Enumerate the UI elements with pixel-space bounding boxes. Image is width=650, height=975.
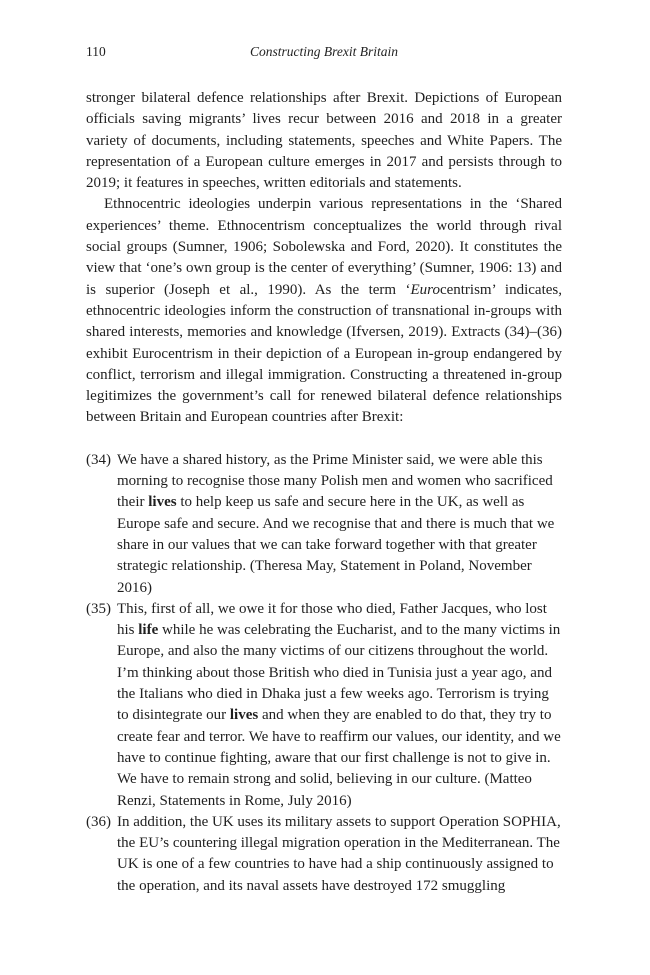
text-segment: and when they are enabled to do that, they try to create fear and terror. We have to reaffirm our values, our identity, and we have to continue fighting, aware that our first challenge is not to give in. We have to remain strong and solid, believing in our culture. (Matteo Renzi, Statements in Rome, July 2016) xyxy=(117,707,561,809)
text-segment: stronger bilateral defence relationships after Brexit. Depictions of European officials saving migrants’ lives recur between 2016 and 2018 in a greater variety of documents, including statements, speeches and White Papers. The representation of a European culture emerges in 2017 and persists through to 2019; it features in speeches, written editorials and statements. xyxy=(86,90,562,192)
bold-term: lives xyxy=(229,707,259,724)
text-segment: to help keep us safe and secure here in the UK, as well as Europe safe and secure. And we recognise that and there is much that we share in our values that we can take forward together with that greater strategic relationship. (Theresa May, Statement in Poland, November 2016) xyxy=(117,494,555,596)
text-segment: In addition, the UK uses its military assets to support Operation SOPHIA, the EU’s countering illegal migration operation in the Mediterranean. The UK is one of a few countries to have had a ship continuously assigned to the operation, and its naval assets have destroyed 172 smuggling xyxy=(117,813,561,894)
page-number: 110 xyxy=(86,44,106,59)
extract-list xyxy=(86,450,562,897)
running-title: Constructing Brexit Britain xyxy=(250,44,398,59)
text-segment: centrism’ indicates, ethnocentric ideologies inform the construction of transnational in-groups with shared interests, memories and knowledge (Ifversen, 2019). Extracts (34)–(36) exhibit Eurocentrism in their depiction of a European in-group endangered by conflict, terrorism and illegal immigration. Constructing a threatened in-group legitimizes the government’s call for renewed bilateral defence relationships between Britain and European countries after Brexit: xyxy=(86,281,562,426)
extract-number: (36) xyxy=(86,813,111,830)
page-body xyxy=(86,88,562,897)
bold-term: lives xyxy=(148,494,177,511)
italic-term: Euro xyxy=(410,281,440,298)
body-paragraph xyxy=(86,88,562,194)
text-segment: We have a shared history, as the Prime Minister said, we were able this morning to recognise those many Polish men and women who sacrificed their xyxy=(117,451,553,511)
extract-35 xyxy=(86,599,562,812)
body-paragraph xyxy=(86,194,562,428)
extract-36 xyxy=(86,812,562,897)
text-segment: This, first of all, we owe it for those who died, Father Jacques, who lost his xyxy=(117,600,547,639)
running-header xyxy=(86,44,562,64)
extract-number: (34) xyxy=(86,451,111,468)
extract-number: (35) xyxy=(86,600,111,617)
text-segment: Ethnocentric ideologies underpin various representations in the ‘Shared experiences’ theme. Ethnocentrism conceptualizes the world through rival social groups (Sumner, 1906; Sobolewska and Ford, 2020). It constitutes the view that ‘one’s own group is the center of everything’ (Sumner, 1906: 13) and is superior (Joseph et al., 1990). As the term ‘ xyxy=(86,196,562,298)
extract-34 xyxy=(86,450,562,599)
text-segment: while he was celebrating the Eucharist, and to the many victims in Europe, and also the many victims of our citizens throughout the world. I’m thinking about those British who died in Tunisia just a year ago, and the Italians who died in Dhaka just a few weeks ago. Terrorism is trying to disintegrate our xyxy=(117,622,561,724)
bold-term: life xyxy=(138,622,159,639)
